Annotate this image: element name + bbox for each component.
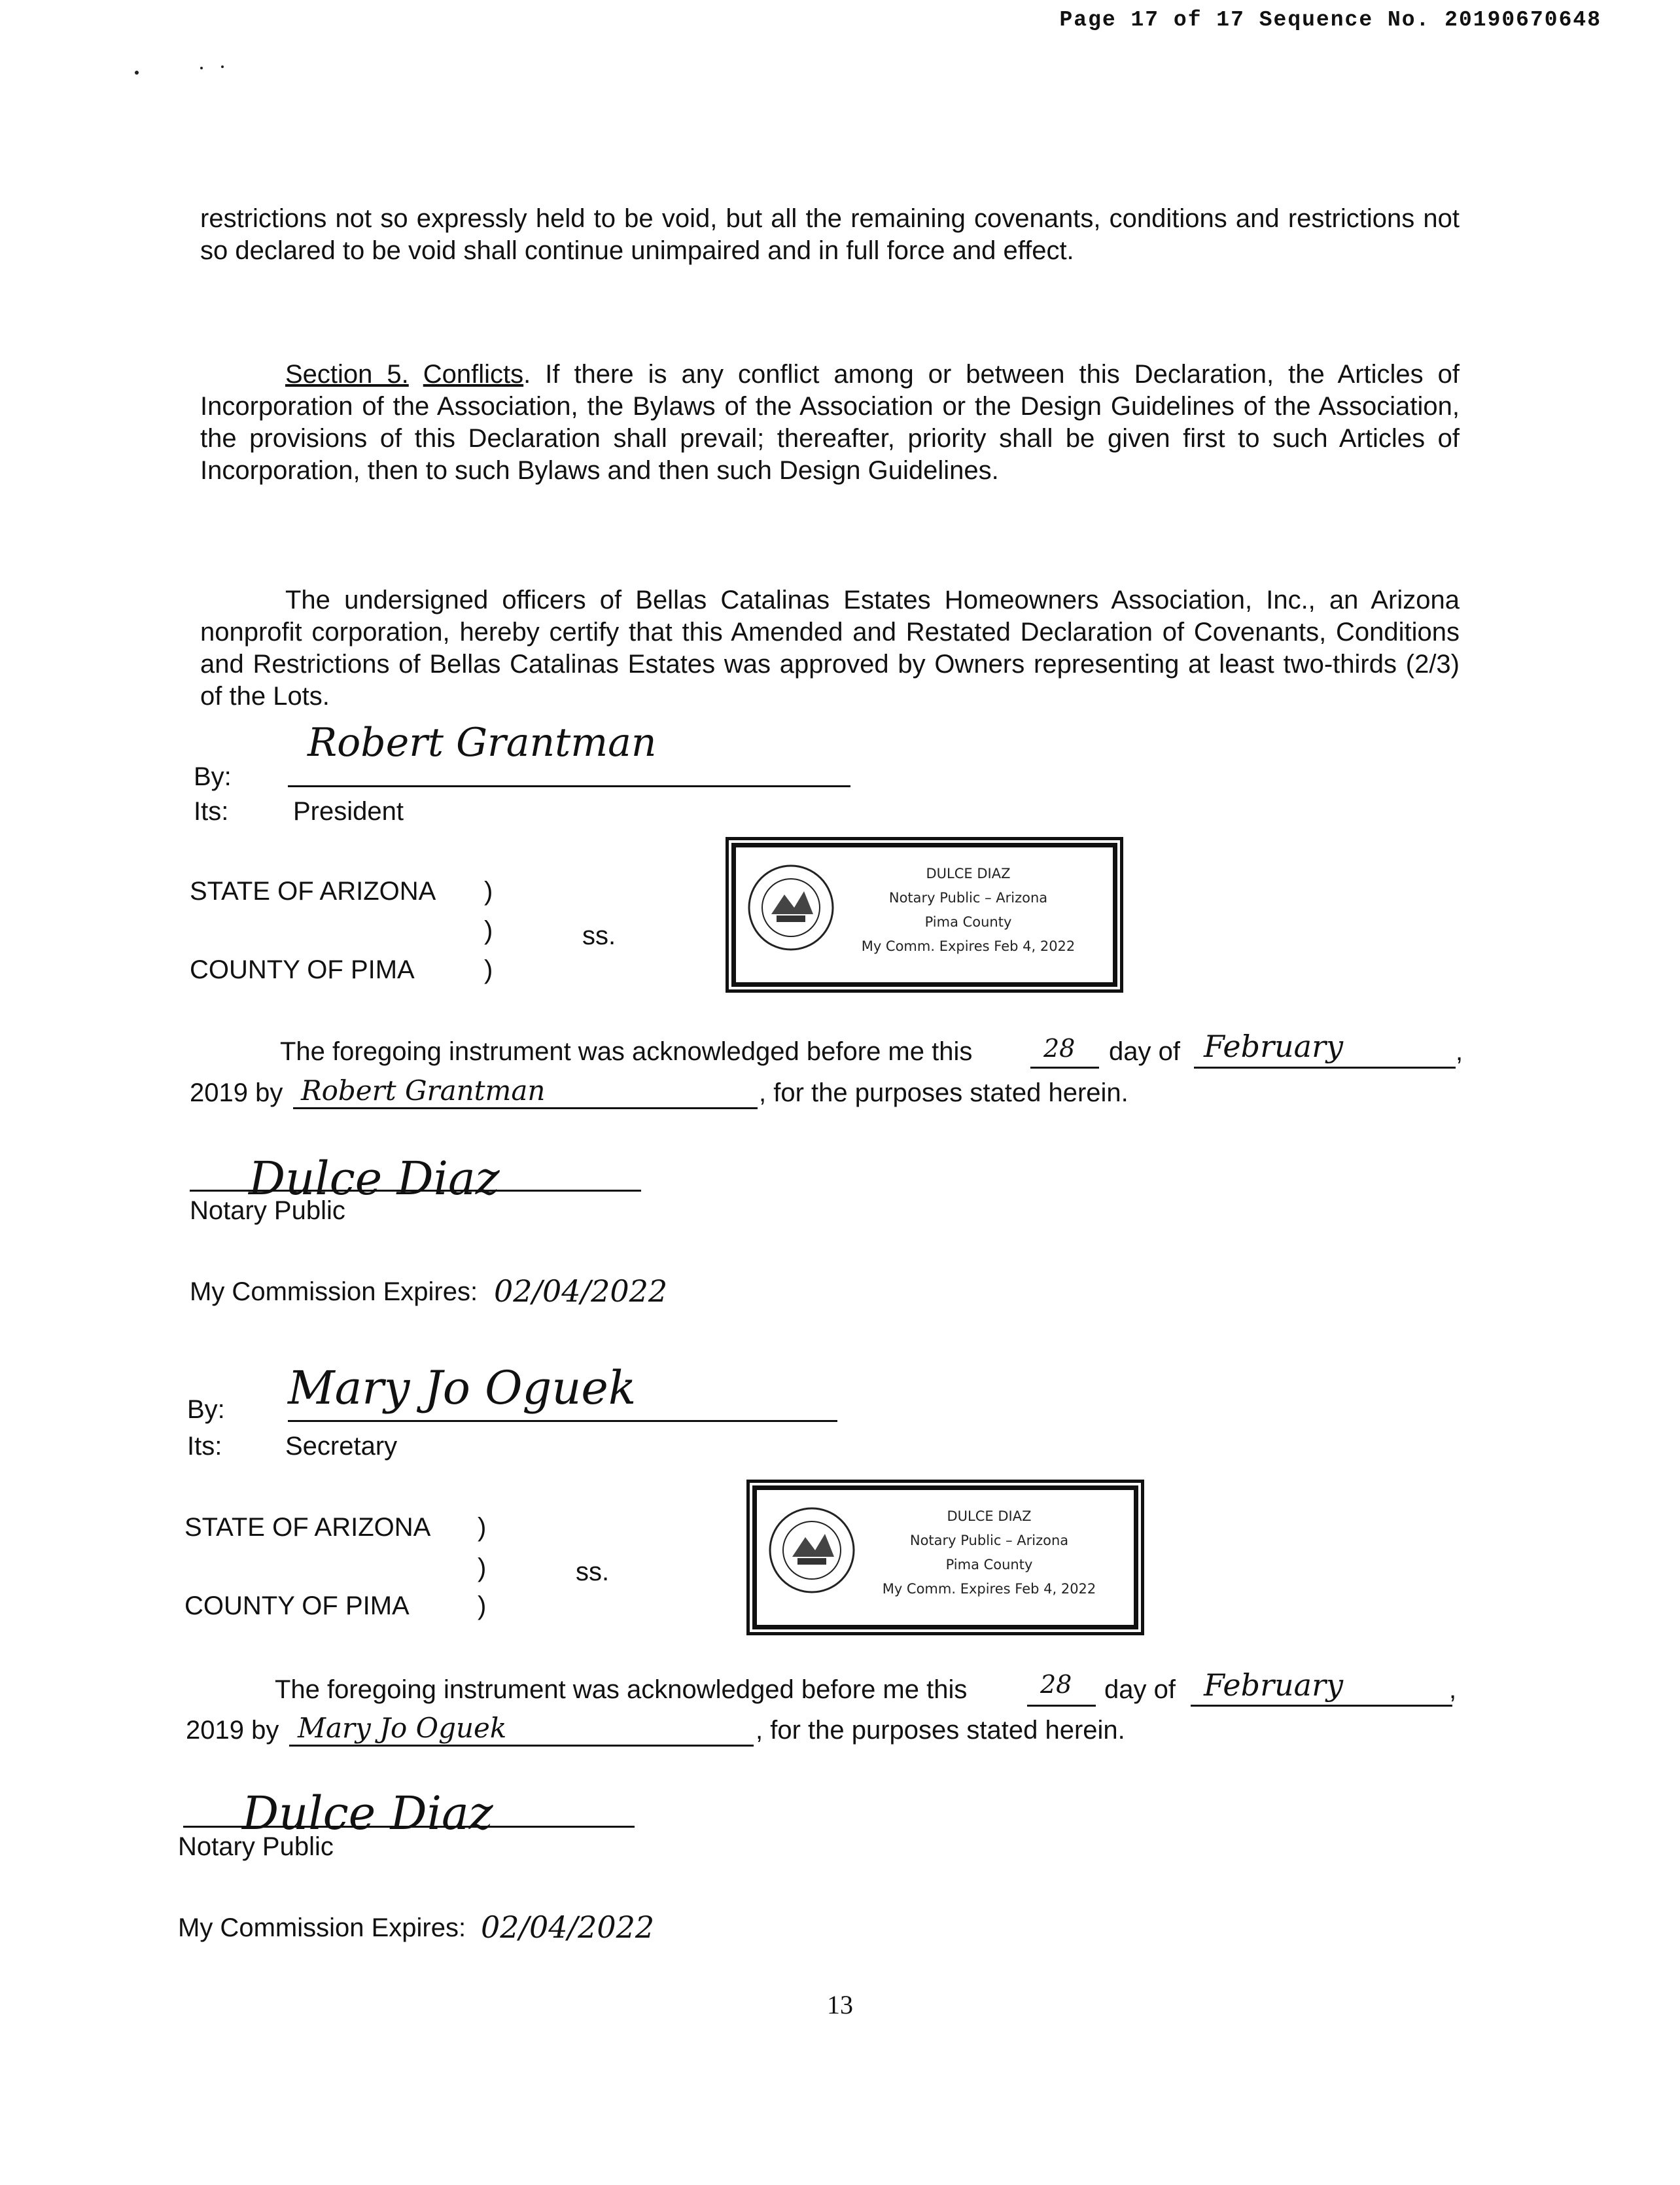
- fill-line: [293, 1107, 758, 1109]
- section-5-label: Section 5.: [285, 360, 409, 389]
- ss-label: ss.: [582, 921, 616, 950]
- notary-expiry: My Comm. Expires Feb 4, 2022: [861, 938, 1076, 954]
- arizona-state-seal-icon: [745, 862, 837, 953]
- notary-public-label: Notary Public: [190, 1196, 345, 1225]
- notary-title: Notary Public – Arizona: [888, 890, 1048, 906]
- commission-label: My Commission Expires:: [178, 1913, 466, 1942]
- notary-name: DULCE DIAZ: [926, 866, 1011, 881]
- fill-line: [1191, 1705, 1452, 1707]
- state-label: STATE OF ARIZONA: [190, 877, 436, 906]
- by-label: By:: [187, 1395, 225, 1424]
- fill-line: [1030, 1067, 1099, 1069]
- ack-purpose: , for the purposes stated herein.: [756, 1716, 1125, 1745]
- ss-label: ss.: [576, 1557, 610, 1586]
- officer-title: President: [293, 797, 404, 826]
- notary-expiry: My Comm. Expires Feb 4, 2022: [882, 1581, 1096, 1597]
- page-sequence-header: Page 17 of 17 Sequence No. 20190670648: [1059, 8, 1601, 32]
- notary-name: DULCE DIAZ: [947, 1508, 1032, 1524]
- secretary-signature: Mary Jo Oguek: [288, 1361, 637, 1415]
- scan-speck: [135, 71, 139, 75]
- commission-label: My Commission Expires:: [190, 1277, 478, 1306]
- notary-signature: Dulce Diaz: [249, 1152, 500, 1205]
- section-5-paragraph: [200, 359, 1460, 487]
- section-5-body: . If there is any conflict among or between this Declaration, the Articles of Incorporation of the Association, the Bylaws of the Association or the Design Guidelines of the Association, the provisions of this Declaration shall prevail; thereafter, priority shall be given first to such Articles of Incorporation, then to such Bylaws and then such Design Guidelines.: [200, 360, 1460, 485]
- ack-day: 28: [1040, 1670, 1072, 1699]
- notary-public-label: Notary Public: [178, 1832, 334, 1861]
- comma: ,: [1449, 1675, 1457, 1704]
- notary-county: Pima County: [945, 1557, 1033, 1572]
- president-signature: Robert Grantman: [307, 720, 657, 766]
- year-by-label: 2019 by: [190, 1078, 283, 1107]
- arizona-state-seal-icon: [766, 1504, 858, 1596]
- ack-month: February: [1204, 1667, 1344, 1703]
- fill-line: [1194, 1067, 1456, 1069]
- commission-date: 02/04/2022: [481, 1910, 655, 1945]
- ack-day: 28: [1043, 1034, 1076, 1063]
- year-by-label: 2019 by: [186, 1716, 279, 1745]
- paren: ): [478, 1554, 487, 1582]
- scan-speck: [221, 65, 224, 68]
- ack-month: February: [1204, 1029, 1344, 1064]
- notary-county: Pima County: [924, 914, 1012, 930]
- paren: ): [478, 1513, 487, 1542]
- county-label: COUNTY OF PIMA: [190, 955, 415, 984]
- notary-stamp: [752, 1485, 1138, 1629]
- signature-line: [190, 1190, 641, 1192]
- ack-purpose: , for the purposes stated herein.: [759, 1078, 1129, 1107]
- comma: ,: [1456, 1037, 1463, 1066]
- ack-text: The foregoing instrument was acknowledged before me this: [280, 1037, 973, 1066]
- certification-paragraph: The undersigned officers of Bellas Catalinas Estates Homeowners Association, Inc., an Arizona nonprofit corporation, hereby certify that this Amended and Restated Declaration of Covenants, Conditions and Restrictions of Bellas Catalinas Estates was approved by Owners representing at least two-thirds (2/3) of the Lots.: [200, 586, 1460, 711]
- ack-text: The foregoing instrument was acknowledged before me this: [275, 1675, 968, 1704]
- signature-line: [288, 785, 850, 787]
- state-label: STATE OF ARIZONA: [184, 1513, 431, 1542]
- notary-stamp: [731, 843, 1117, 987]
- continuation-paragraph: restrictions not so expressly held to be void, but all the remaining covenants, conditions and restrictions not so declared to be void shall continue unimpaired and in full force and effect.: [200, 204, 1460, 265]
- section-5-title: Conflicts: [423, 360, 524, 389]
- ack-day-of: day of: [1104, 1675, 1176, 1704]
- paren: ): [484, 955, 493, 984]
- notary-title: Notary Public – Arizona: [909, 1533, 1069, 1548]
- fill-line: [289, 1745, 754, 1747]
- ack-day-of: day of: [1109, 1037, 1180, 1066]
- scan-speck: [200, 67, 203, 69]
- notary-signature: Dulce Diaz: [242, 1786, 493, 1840]
- ack-person: Robert Grantman: [301, 1075, 546, 1107]
- paren: ): [484, 877, 493, 906]
- signature-line: [183, 1826, 635, 1828]
- paren: ): [484, 916, 493, 945]
- commission-date: 02/04/2022: [494, 1273, 668, 1309]
- paren: ): [478, 1591, 487, 1620]
- page-number: 13: [827, 1990, 853, 2019]
- ack-person: Mary Jo Oguek: [298, 1712, 507, 1744]
- its-label: Its:: [187, 1432, 222, 1461]
- signature-line: [288, 1420, 837, 1422]
- by-label: By:: [194, 762, 232, 791]
- officer-title: Secretary: [285, 1432, 398, 1461]
- its-label: Its:: [194, 797, 229, 826]
- county-label: COUNTY OF PIMA: [184, 1591, 410, 1620]
- fill-line: [1027, 1705, 1096, 1707]
